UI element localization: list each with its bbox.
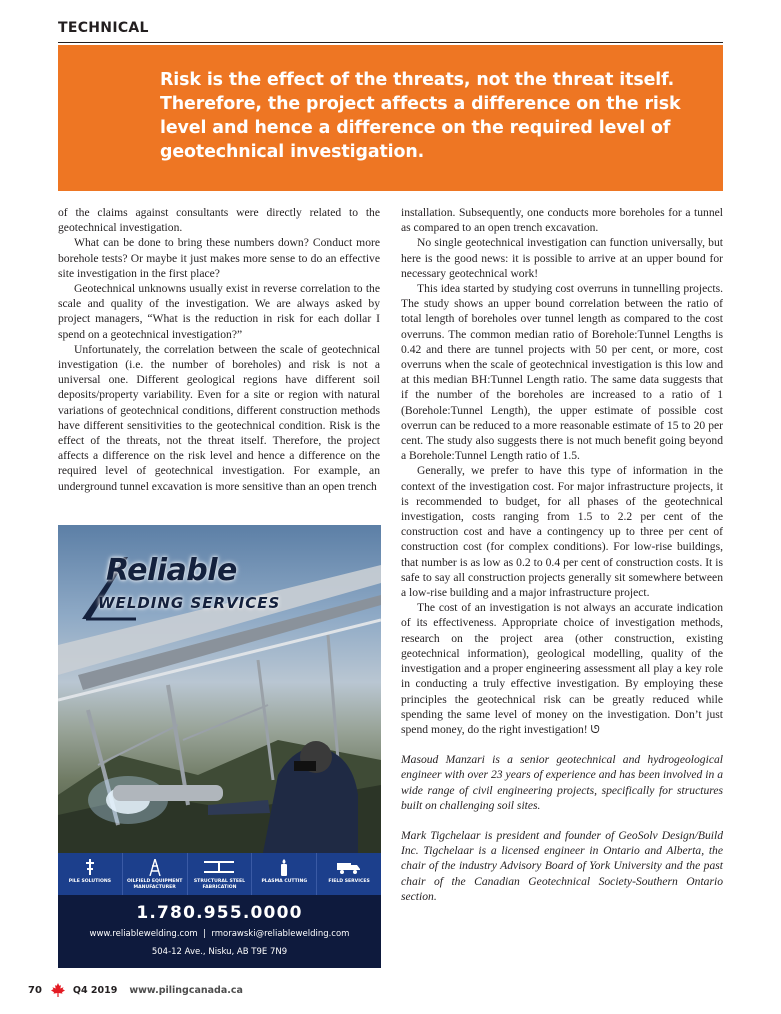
ad-website-link[interactable]: www.reliablewelding.com xyxy=(89,929,198,939)
paragraph: of the claims against consultants were directly related to the geotechnical investigation. xyxy=(58,206,380,235)
paragraph: Geotechnical unknowns usually exist in reverse correlation to the scale and quality of the investigation. We are always asked by project managers, “What is the reduction in risk for each dollar I spend on a geotechnical investigation?” xyxy=(58,282,380,341)
ad-services-bar xyxy=(58,853,381,895)
ad-service-label: PLASMA CUTTING xyxy=(261,879,308,884)
ad-email-link[interactable]: rmorawski@reliablewelding.com xyxy=(211,929,350,939)
pile-icon xyxy=(85,858,95,876)
paragraph-final xyxy=(401,600,723,737)
ad-service-label: PILE SOLUTIONS xyxy=(68,879,112,884)
issue-label: Q4 2019 xyxy=(72,984,118,996)
article-column-left xyxy=(58,205,380,513)
ad-service-label: STRUCTURAL STEEL FABRICATION xyxy=(193,879,246,890)
paragraph: What can be done to bring these numbers down? Conduct more borehole tests? Or maybe it just makes more sense to do an effective site investigation in the first place? xyxy=(58,236,380,280)
author-bio: Mark Tigchelaar is president and founder of GeoSolv Design/Build Inc. Tigchelaar is a licensed engineer in Ontario and Alberta, the chair of the industry Advisory Board of York University and the past chair of the Canadian Geotechnical Society-Southern Ontario section. xyxy=(401,828,723,903)
ad-contact-block xyxy=(58,895,381,968)
footer-website[interactable]: www.pilingcanada.ca xyxy=(129,984,243,996)
ad-service-field-services xyxy=(317,853,381,895)
ad-address: 504-12 Ave., Nisku, AB T9E 7N9 xyxy=(151,947,288,957)
ad-service-plasma-cutting xyxy=(252,853,317,895)
advertisement[interactable] xyxy=(58,525,381,968)
pullquote-box xyxy=(58,45,723,191)
ad-service-structural-steel xyxy=(188,853,253,895)
truck-icon xyxy=(337,858,361,876)
ad-logo xyxy=(76,553,301,623)
section-label: TECHNICAL xyxy=(58,20,149,36)
paragraph: Generally, we prefer to have this type of information in the context of the investigation cost. For major infrastructure projects, it is recommended to budget, for all phases of the geotechnical investigation, costs ranging from 1.5 to 2.2 per cent of the construction cost and have a contingency up to three per cent of construction cost (for complex conditions). For low-rise buildings, that number is as low as 0.2 to 0.4 per cent of construction costs. It is safe to say all construction projects generally sit somewhere between a low-rise building and a major infrastructure project. xyxy=(401,464,723,600)
article-column-right xyxy=(401,205,723,904)
paragraph: No single geotechnical investigation can function universally, but here is the good news: it is possible to arrive at an upper bound for necessary geotechnical work! xyxy=(401,236,723,280)
header-rule xyxy=(58,42,723,43)
ad-link-separator: | xyxy=(203,929,206,939)
ad-brand-name: Reliable xyxy=(106,553,237,588)
paragraph: installation. Subsequently, one conducts more boreholes for a tunnel as compared to an open trench excavation. xyxy=(401,206,723,235)
torch-icon xyxy=(278,858,290,876)
ad-brand-subtitle: WELDING SERVICES xyxy=(98,594,281,612)
page-number: 70 xyxy=(28,984,42,996)
ad-service-label: FIELD SERVICES xyxy=(328,879,370,884)
ad-service-oilfield xyxy=(123,853,188,895)
end-mark-icon: ᘎ xyxy=(590,722,600,736)
beam-icon xyxy=(204,858,234,876)
paragraph: Unfortunately, the correlation between the scale of geotechnical investigation (i.e. the number of boreholes) and risk is not a universal one. Different geological regions have different soil deposits/property variability. Even for a site or region with natural variations of geotechnical conditions, different construction methods have different sensitivities to the geotechnical condition. Risk is the effect of the threats, not the threat itself. Therefore, the project affects a difference on the risk level and hence a difference on the required level of geotechnical investigation. For example, an underground tunnel excavation is more sensitive than an open trench xyxy=(58,342,380,493)
ad-service-pile-solutions xyxy=(58,853,123,895)
pullquote-text: Risk is the effect of the threats, not the threat itself. Therefore, the project affects a difference on the risk level and hence a difference on the required level of geotechnical investigation. xyxy=(160,70,681,162)
ad-phone[interactable]: 1.780.955.0000 xyxy=(136,903,303,923)
author-bio: Masoud Manzari is a senior geotechnical and hydrogeological engineer with over 23 years of experience and has been involved in a wide range of civil engineering projects, specifically for structures built on challenging soil sites. xyxy=(401,753,723,812)
ad-service-label: OILFIELD EQUIPMENT MANUFACTURER xyxy=(126,879,183,890)
paragraph: This idea started by studying cost overruns in tunnelling projects. The study shows an upper bound correlation between the ratio of total length of boreholes over tunnel length as compared to the cost overruns. The common median ratio of Borehole:Tunnel Lengths is 0.42 and there are tunnel projects with 50 per cent, or more, cost overruns when the scale of geotechnical investigation is this low and at this median BH:Tunnel Length ratio. The same data suggests that if the number of the boreholes are increased to a ratio of 1 (Borehole:Tunnel Length), the upper estimate of possible cost overrun can be reduced to a more reasonable estimate of 15 to 20 per cent. The study also suggests there is not much benefit going beyond a Borehole:Tunnel Length ratio of 1.5. xyxy=(401,282,723,463)
maple-leaf-icon xyxy=(51,983,65,997)
paragraph-final-text: The cost of an investigation is not always an accurate indication of its effectiveness. Appropriate choice of investigation methods, research on the project area (other construction, existing geotechnical information), geological modelling, quality of the investigation and a proper engineering assessment all play a key role in conducting a truly effective investigation. By employing these principles the geotechnical risk can be greatly reduced while spending the same level of money on the investigation. Don’t just spend money, do the right investigation! xyxy=(401,601,723,736)
ad-links xyxy=(58,929,381,939)
ad-photo xyxy=(58,525,381,853)
derrick-icon xyxy=(148,858,162,876)
page-footer xyxy=(28,983,243,997)
